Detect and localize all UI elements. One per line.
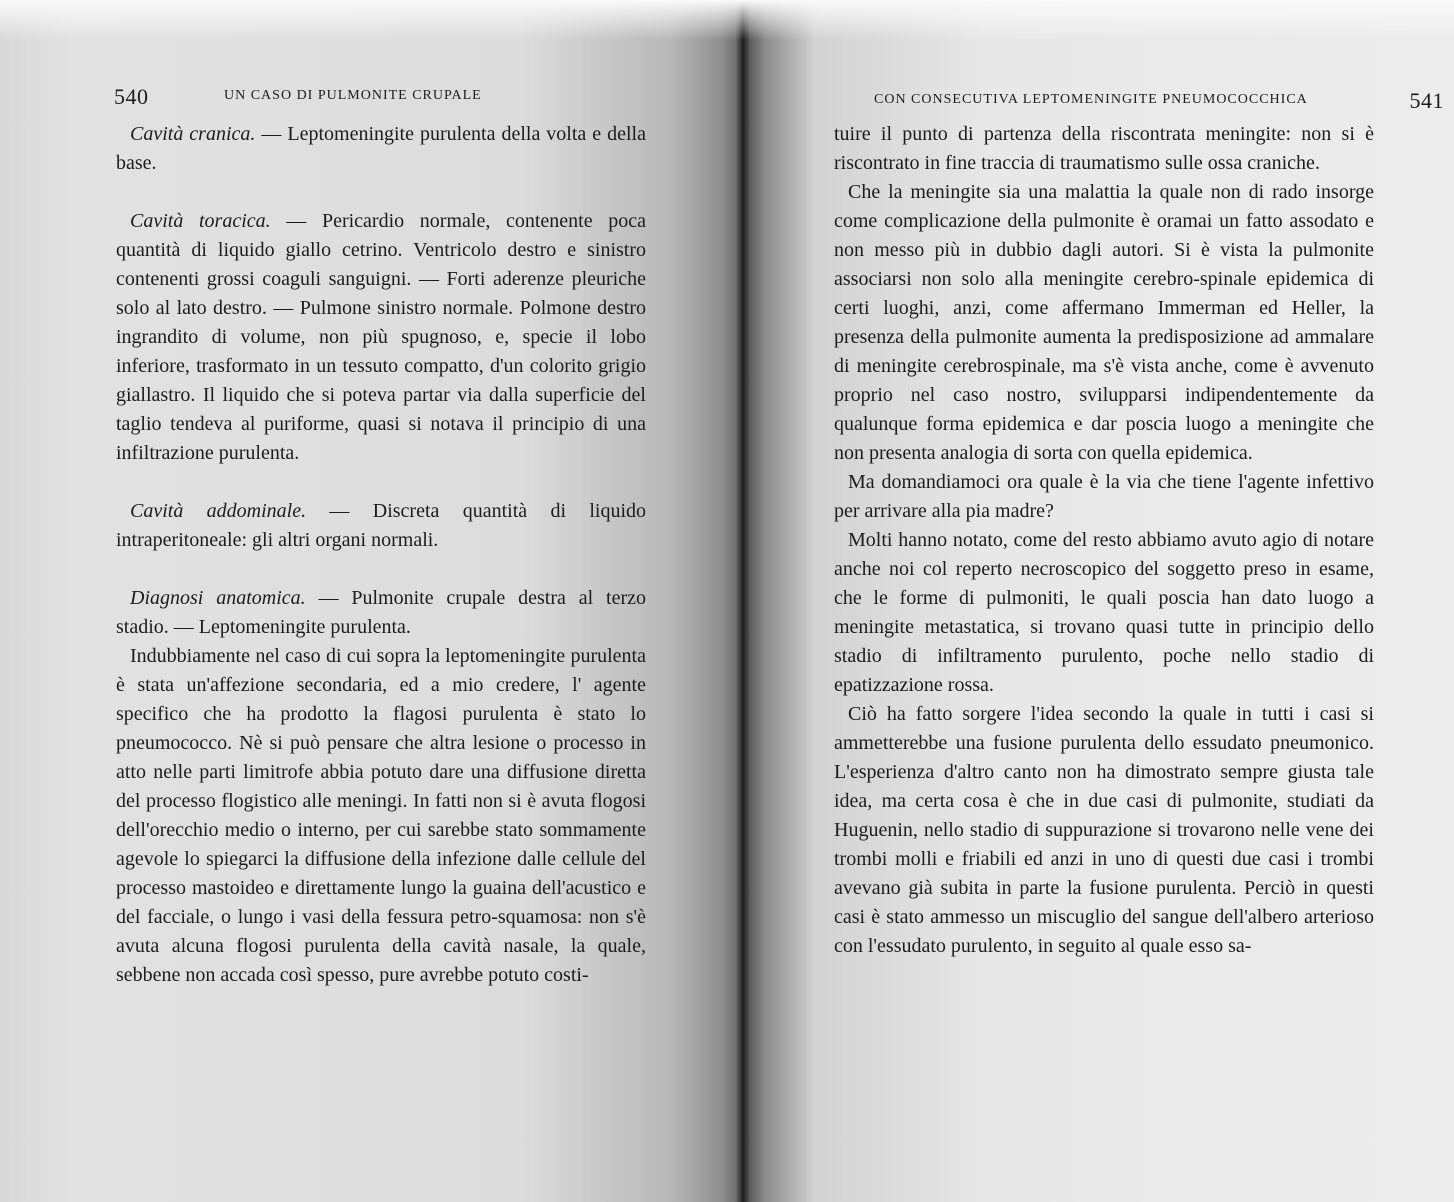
right-paragraph: Ciò ha fatto sorgere l'idea secondo la quale in tutti i casi si ammetterebbe una fusione purulenta dello essudato pneumonico. L'esperienza d'altro canto non ha dimostrato sempre giusta tale idea, ma certa cosa è che in due casi di pulmonite, studiati da Huguenin, nello stadio di suppurazione si trovarono nelle vene dei trombi molli e friabili ed anzi in uno di questi due casi i trombi avevano già subita in parte la fusione purulenta. Perciò in questi casi è stato ammesso un miscuglio del sangue dell'albero arterioso con l'essudato purulento, in seguito al quale esso sa- [834, 703, 1374, 957]
left-paragraph [116, 642, 646, 990]
left-body-text [116, 120, 646, 990]
section-heading: Diagnosi anatomica. [130, 587, 306, 609]
right-body-text [834, 120, 1374, 961]
paragraph-text: — Leptomeningite purulenta della volta e della base. [116, 123, 646, 174]
paragraph-text: Indubbiamente nel caso di cui sopra la leptomeningite purulenta è stata un'affezione secondaria, ed a mio credere, l' agente specifico che ha prodotto la flagosi purulenta è stato lo pneumococco. Nè si può pensare che altra lesione o processo in atto nelle parti limitrofe abbia potuto dare una diffusione diretta del processo flogistico alle meningi. In fatti non si è avuta flogosi dell'orecchio medio o interno, per cui sarebbe stato sommamente agevole lo spiegarci la diffusione della infezione dalle cellule del processo mastoideo e direttamente lungo la guaina dell'acustico e del facciale, o lungo i vasi della fessura petro-squamosa: non s'è avuta alcuna flogosi purulenta della cavità nasale, la quale, sebbene non accada così spesso, pure avrebbe potuto costi- [116, 645, 646, 986]
book-gutter [736, 0, 750, 1202]
section-heading: Cavità cranica. [130, 123, 256, 145]
right-page-number: 541 [1409, 88, 1444, 113]
left-page-number: 540 [114, 84, 149, 109]
paragraph-text: — Pulmonite crupale destra al terzo stadio. — Leptomeningite purulenta. [116, 587, 647, 638]
left-paragraph [116, 497, 646, 555]
left-paragraph [116, 584, 646, 642]
left-running-head: UN CASO DI PULMONITE CRUPALE [224, 88, 482, 103]
paragraph-text: — Pericardio normale, contenente poca quantità di liquido giallo cetrino. Ventricolo destro e sinistro contenenti grossi coaguli sanguigni. — Forti aderenze pleuriche solo al lato destro. — Pulmone sinistro normale. Polmone destro ingrandito di volume, non più spugnoso, e, specie il lobo inferiore, trasformato in un tessuto compatto, d'un colorito grigio giallastro. Il liquido che si poteva partar via dalla superficie del taglio tendeva al puriforme, quasi si notava il principio di una infiltrazione purulenta. [116, 210, 646, 464]
right-paragraph: Molti hanno notato, come del resto abbiamo avuto agio di notare anche noi col reperto necroscopico del soggetto preso in esame, che le forme di pulmoniti, le quali poscia han dato luogo a meningite metastatica, si trovano quasi tutte in principio dello stadio di infiltramento purulento, poche nello stadio di epatizzazione rossa. [834, 529, 1374, 696]
right-paragraph: Che la meningite sia una malattia la quale non di rado insorge come complicazione della pulmonite è oramai un fatto assodato e non messo più in dubbio dagli autori. Si è vista la pulmonite associarsi non solo alla meningite cerebro-spinale epidemica di certi luoghi, anzi, come affermano Immerman ed Heller, la presenza della pulmonite aumenta la predisposizione ad ammalare di meningite cerebrospinale, ma s'è vista anche, come è avvenuto proprio nel caso nostro, svilupparsi indipendentemente da qualunque forma epidemica e dar poscia luogo a meningite che non presenta analogia di sorta con quella epidemica. [834, 181, 1374, 464]
right-paragraph: tuire il punto di partenza della riscontrata meningite: non si è riscontrato in fine traccia di traumatismo sulle ossa craniche. [834, 123, 1374, 174]
right-running-head: CON CONSECUTIVA LEPTOMENINGITE PNEUMOCOCCHICA [874, 92, 1308, 107]
section-heading: Cavità addominale. [130, 500, 307, 522]
left-paragraph [116, 207, 646, 468]
section-heading: Cavità toracica. [130, 210, 271, 232]
right-page [744, 0, 1454, 1202]
right-paragraph: Ma domandiamoci ora quale è la via che tiene l'agente infettivo per arrivare alla pia madre? [834, 471, 1374, 522]
left-paragraph [116, 120, 646, 178]
paragraph-text: — Discreta quantità di liquido intraperitoneale: gli altri organi normali. [116, 500, 647, 551]
